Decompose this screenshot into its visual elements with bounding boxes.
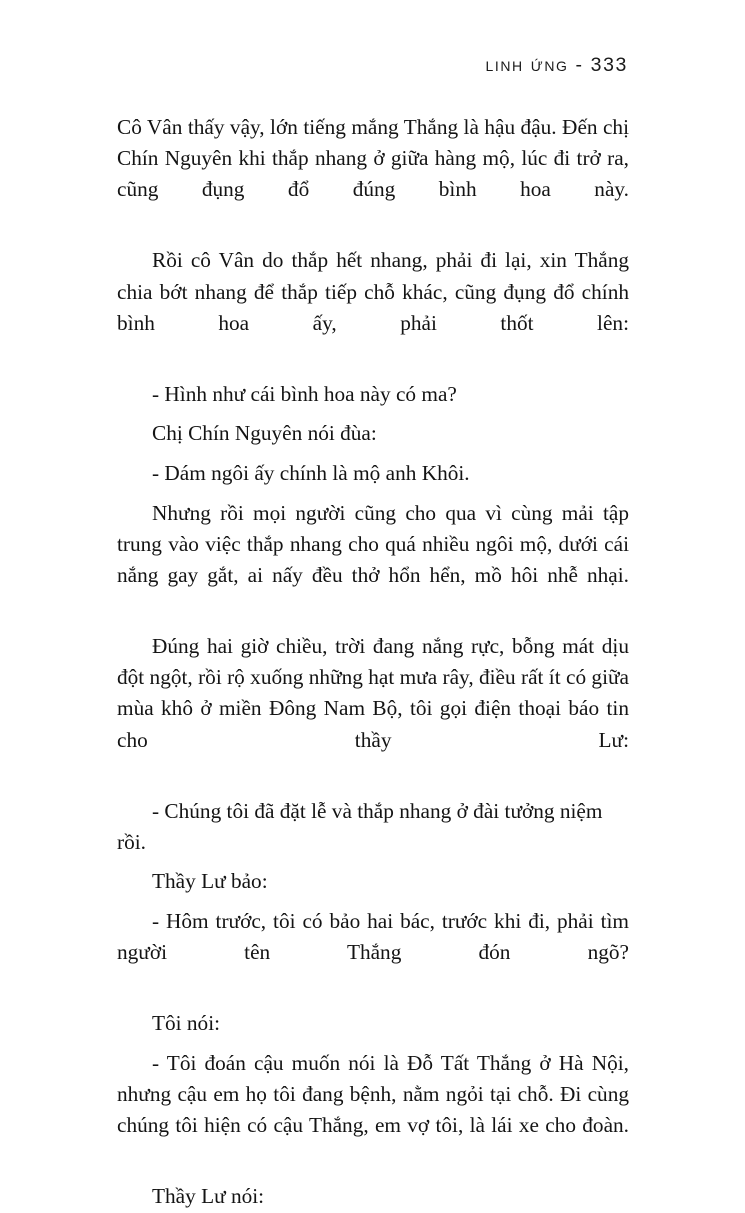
dialogue-line: - Hôm trước, tôi có bảo hai bác, trước khi đi, phải tìm người tên Thắng đón ngõ? bbox=[117, 909, 629, 965]
paragraph: Thầy Lư nói: bbox=[152, 1184, 265, 1209]
paragraph: Nhưng rồi mọi người cũng cho qua vì cùng mải tập trung vào việc thắp nhang cho quá nhiều ngôi mộ, dưới cái nắng gay gắt, ai nấy đều thở hổn hển, mồ hôi nhễ nhại. bbox=[117, 500, 629, 588]
paragraph: Chị Chín Nguyên nói đùa: bbox=[152, 421, 377, 446]
paragraph: Đúng hai giờ chiều, trời đang nắng rực, bỗng mát dịu đột ngột, rồi rộ xuống những hạt mưa rây, điều rất ít có giữa mùa khô ở miền Đông Nam Bộ, tôi gọi điện thoại báo tin cho thầy Lư: bbox=[117, 634, 629, 752]
dialogue-line: - Hình như cái bình hoa này có ma? bbox=[152, 381, 457, 406]
dialogue-line: - Dám ngôi ấy chính là mộ anh Khôi. bbox=[152, 461, 470, 486]
running-header-text: linh ứng - 333 bbox=[485, 54, 628, 76]
paragraph: Thầy Lư bảo: bbox=[152, 869, 268, 894]
body-text-block bbox=[117, 112, 629, 1213]
dialogue-line: - Chúng tôi đã đặt lễ và thắp nhang ở đài tưởng niệm rồi. bbox=[117, 798, 603, 854]
dialogue-line: - Tôi đoán cậu muốn nói là Đỗ Tất Thắng ở Hà Nội, nhưng cậu em họ tôi đang bệnh, nằm ngỏi tại chỗ. Đi cùng chúng tôi hiện có cậu Thắng, em vợ tôi, là lái xe cho đoàn. bbox=[117, 1050, 629, 1138]
paragraph: Tôi nói: bbox=[152, 1011, 221, 1036]
paragraph: Cô Vân thấy vậy, lớn tiếng mắng Thắng là hậu đậu. Đến chị Chín Nguyên khi thắp nhang ở giữa hàng mộ, lúc đi trở ra, cũng đụng đổ đúng bình hoa này. bbox=[117, 115, 629, 202]
paragraph: Rồi cô Vân do thắp hết nhang, phải đi lại, xin Thắng chia bớt nhang để thắp tiếp chỗ khác, cũng đụng đổ chính bình hoa ấy, phải thốt lên: bbox=[117, 248, 629, 335]
running-header bbox=[117, 54, 628, 77]
